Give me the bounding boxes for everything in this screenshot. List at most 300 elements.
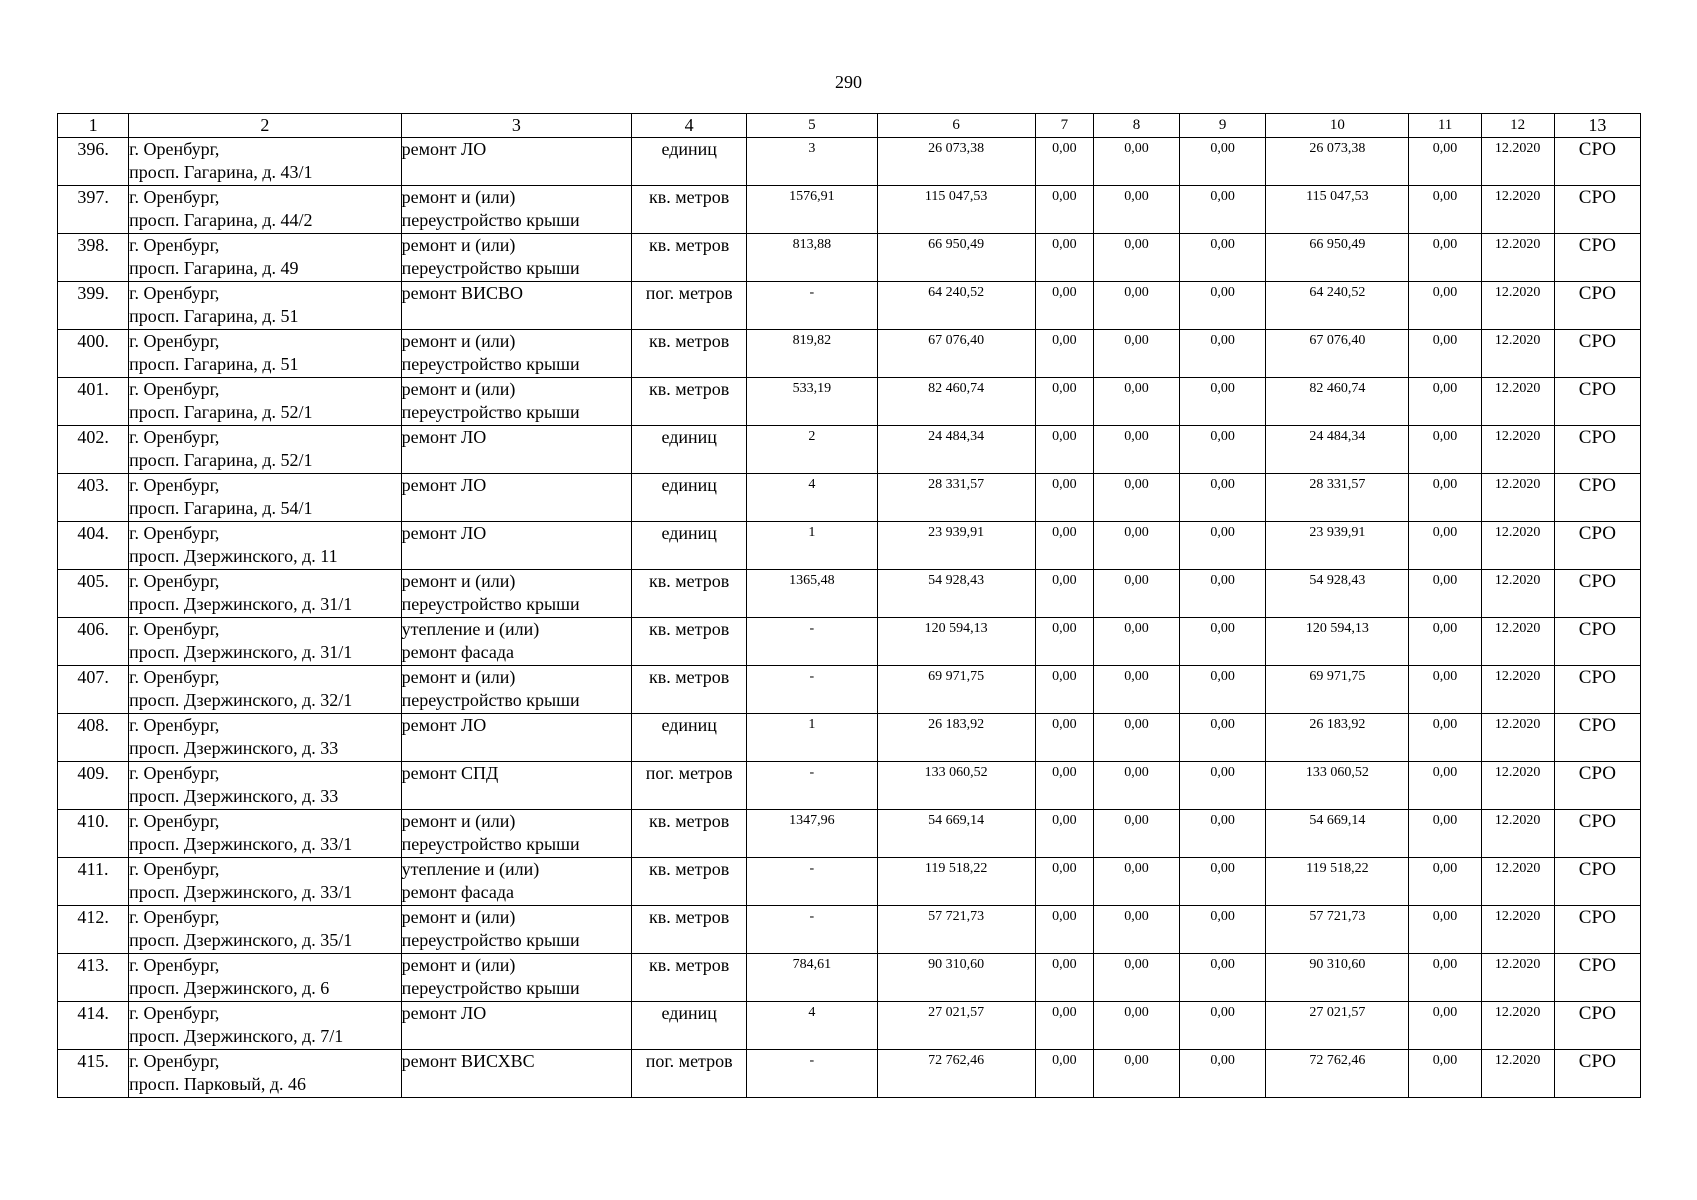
col10-cell: 54 928,43: [1266, 570, 1409, 618]
work-type-line: переустройство крыши: [401, 834, 580, 854]
work-type-line: ремонт ЛО: [401, 1003, 487, 1023]
row-number: 399.: [58, 282, 129, 330]
source-cell: СРО: [1554, 666, 1640, 714]
quantity-cell: 2: [747, 426, 877, 474]
cost-cell: 66 950,49: [877, 234, 1035, 282]
address-line: просп. Дзержинского, д. 31/1: [129, 594, 353, 614]
col8-cell: 0,00: [1093, 714, 1179, 762]
table-row: [58, 474, 1641, 522]
col10-cell: 82 460,74: [1266, 378, 1409, 426]
row-number: 406.: [58, 618, 129, 666]
col9-cell: 0,00: [1180, 186, 1266, 234]
col9-cell: 0,00: [1180, 522, 1266, 570]
address-cell: [129, 426, 402, 474]
cost-cell: 64 240,52: [877, 282, 1035, 330]
address-line: г. Оренбург,: [129, 667, 220, 687]
work-type-line: ремонт и (или): [401, 811, 516, 831]
column-header: 10: [1266, 114, 1409, 138]
quantity-cell: 813,88: [747, 234, 877, 282]
work-type-line: ремонт ЛО: [401, 427, 487, 447]
address-line: г. Оренбург,: [129, 1051, 220, 1071]
address-line: г. Оренбург,: [129, 859, 220, 879]
quantity-cell: -: [747, 906, 877, 954]
col7-cell: 0,00: [1035, 474, 1093, 522]
col8-cell: 0,00: [1093, 330, 1179, 378]
col9-cell: 0,00: [1180, 474, 1266, 522]
col11-cell: 0,00: [1409, 1050, 1481, 1098]
work-type-line: ремонт ЛО: [401, 139, 487, 159]
col8-cell: 0,00: [1093, 618, 1179, 666]
unit-cell: единиц: [632, 1002, 747, 1050]
cost-cell: 54 928,43: [877, 570, 1035, 618]
col9-cell: 0,00: [1180, 906, 1266, 954]
source-cell: СРО: [1554, 282, 1640, 330]
col11-cell: 0,00: [1409, 426, 1481, 474]
col7-cell: 0,00: [1035, 810, 1093, 858]
address-line: просп. Гагарина, д. 44/2: [129, 210, 313, 230]
cost-cell: 27 021,57: [877, 1002, 1035, 1050]
col7-cell: 0,00: [1035, 426, 1093, 474]
work-type-cell: [401, 234, 631, 282]
source-cell: СРО: [1554, 522, 1640, 570]
address-line: просп. Дзержинского, д. 31/1: [129, 642, 353, 662]
quantity-cell: 1576,91: [747, 186, 877, 234]
table-row: [58, 1002, 1641, 1050]
col8-cell: 0,00: [1093, 522, 1179, 570]
col11-cell: 0,00: [1409, 282, 1481, 330]
quantity-cell: -: [747, 618, 877, 666]
work-type-cell: [401, 1002, 631, 1050]
date-cell: 12.2020: [1481, 714, 1554, 762]
work-type-line: переустройство крыши: [401, 354, 580, 374]
table-row: [58, 330, 1641, 378]
address-line: просп. Гагарина, д. 52/1: [129, 402, 313, 422]
cost-cell: 69 971,75: [877, 666, 1035, 714]
work-type-cell: [401, 1050, 631, 1098]
work-type-cell: [401, 378, 631, 426]
work-type-cell: [401, 858, 631, 906]
address-line: просп. Гагарина, д. 49: [129, 258, 299, 278]
address-cell: [129, 666, 402, 714]
address-cell: [129, 330, 402, 378]
col7-cell: 0,00: [1035, 666, 1093, 714]
unit-cell: кв. метров: [632, 330, 747, 378]
address-line: просп. Парковый, д. 46: [129, 1074, 307, 1094]
table-row: [58, 1050, 1641, 1098]
source-cell: СРО: [1554, 330, 1640, 378]
work-type-line: ремонт ЛО: [401, 475, 487, 495]
row-number: 409.: [58, 762, 129, 810]
col11-cell: 0,00: [1409, 714, 1481, 762]
col9-cell: 0,00: [1180, 1050, 1266, 1098]
column-header: 3: [401, 114, 631, 138]
col7-cell: 0,00: [1035, 954, 1093, 1002]
row-number: 400.: [58, 330, 129, 378]
col10-cell: 66 950,49: [1266, 234, 1409, 282]
source-cell: СРО: [1554, 570, 1640, 618]
col7-cell: 0,00: [1035, 378, 1093, 426]
address-cell: [129, 282, 402, 330]
col11-cell: 0,00: [1409, 1002, 1481, 1050]
address-line: г. Оренбург,: [129, 475, 220, 495]
source-cell: СРО: [1554, 1050, 1640, 1098]
table-row: [58, 906, 1641, 954]
address-cell: [129, 138, 402, 186]
work-type-line: переустройство крыши: [401, 690, 580, 710]
quantity-cell: 533,19: [747, 378, 877, 426]
col10-cell: 28 331,57: [1266, 474, 1409, 522]
col10-cell: 119 518,22: [1266, 858, 1409, 906]
address-line: просп. Дзержинского, д. 7/1: [129, 1026, 344, 1046]
row-number: 397.: [58, 186, 129, 234]
unit-cell: кв. метров: [632, 570, 747, 618]
date-cell: 12.2020: [1481, 906, 1554, 954]
col7-cell: 0,00: [1035, 714, 1093, 762]
col8-cell: 0,00: [1093, 954, 1179, 1002]
date-cell: 12.2020: [1481, 1002, 1554, 1050]
cost-cell: 82 460,74: [877, 378, 1035, 426]
table-row: [58, 762, 1641, 810]
cost-cell: 72 762,46: [877, 1050, 1035, 1098]
col11-cell: 0,00: [1409, 618, 1481, 666]
unit-cell: кв. метров: [632, 378, 747, 426]
address-line: просп. Дзержинского, д. 33/1: [129, 834, 353, 854]
column-header: 4: [632, 114, 747, 138]
address-cell: [129, 378, 402, 426]
unit-cell: единиц: [632, 426, 747, 474]
col8-cell: 0,00: [1093, 810, 1179, 858]
address-cell: [129, 810, 402, 858]
work-type-cell: [401, 186, 631, 234]
work-type-cell: [401, 714, 631, 762]
column-header: 2: [129, 114, 402, 138]
address-line: г. Оренбург,: [129, 523, 220, 543]
unit-cell: кв. метров: [632, 954, 747, 1002]
unit-cell: пог. метров: [632, 282, 747, 330]
table-row: [58, 522, 1641, 570]
col8-cell: 0,00: [1093, 282, 1179, 330]
quantity-cell: 819,82: [747, 330, 877, 378]
address-line: г. Оренбург,: [129, 811, 220, 831]
date-cell: 12.2020: [1481, 138, 1554, 186]
work-type-cell: [401, 906, 631, 954]
work-type-line: ремонт и (или): [401, 235, 516, 255]
address-line: просп. Дзержинского, д. 6: [129, 978, 330, 998]
address-line: г. Оренбург,: [129, 955, 220, 975]
cost-cell: 119 518,22: [877, 858, 1035, 906]
quantity-cell: 4: [747, 1002, 877, 1050]
work-type-cell: [401, 522, 631, 570]
col8-cell: 0,00: [1093, 666, 1179, 714]
address-cell: [129, 570, 402, 618]
column-header: 7: [1035, 114, 1093, 138]
unit-cell: единиц: [632, 138, 747, 186]
work-type-line: ремонт и (или): [401, 667, 516, 687]
page-number: 290: [835, 72, 862, 92]
work-type-cell: [401, 426, 631, 474]
work-type-line: ремонт и (или): [401, 379, 516, 399]
col11-cell: 0,00: [1409, 570, 1481, 618]
col11-cell: 0,00: [1409, 522, 1481, 570]
column-header: 9: [1180, 114, 1266, 138]
date-cell: 12.2020: [1481, 762, 1554, 810]
col11-cell: 0,00: [1409, 186, 1481, 234]
address-line: г. Оренбург,: [129, 331, 220, 351]
col9-cell: 0,00: [1180, 378, 1266, 426]
date-cell: 12.2020: [1481, 522, 1554, 570]
col9-cell: 0,00: [1180, 762, 1266, 810]
quantity-cell: 1: [747, 522, 877, 570]
address-line: г. Оренбург,: [129, 1003, 220, 1023]
table-row: [58, 954, 1641, 1002]
address-line: просп. Дзержинского, д. 33/1: [129, 882, 353, 902]
unit-cell: кв. метров: [632, 234, 747, 282]
date-cell: 12.2020: [1481, 282, 1554, 330]
work-type-cell: [401, 666, 631, 714]
column-header: 1: [58, 114, 129, 138]
col8-cell: 0,00: [1093, 906, 1179, 954]
work-type-cell: [401, 330, 631, 378]
quantity-cell: 1365,48: [747, 570, 877, 618]
col7-cell: 0,00: [1035, 906, 1093, 954]
row-number: 402.: [58, 426, 129, 474]
repair-schedule-table: [57, 113, 1641, 1098]
source-cell: СРО: [1554, 618, 1640, 666]
date-cell: 12.2020: [1481, 570, 1554, 618]
quantity-cell: -: [747, 1050, 877, 1098]
col10-cell: 57 721,73: [1266, 906, 1409, 954]
cost-cell: 28 331,57: [877, 474, 1035, 522]
col10-cell: 67 076,40: [1266, 330, 1409, 378]
col8-cell: 0,00: [1093, 762, 1179, 810]
row-number: 404.: [58, 522, 129, 570]
date-cell: 12.2020: [1481, 474, 1554, 522]
column-header: 12: [1481, 114, 1554, 138]
col11-cell: 0,00: [1409, 906, 1481, 954]
address-line: г. Оренбург,: [129, 763, 220, 783]
cost-cell: 24 484,34: [877, 426, 1035, 474]
col8-cell: 0,00: [1093, 426, 1179, 474]
quantity-cell: -: [747, 282, 877, 330]
col7-cell: 0,00: [1035, 1002, 1093, 1050]
column-header: 13: [1554, 114, 1640, 138]
source-cell: СРО: [1554, 858, 1640, 906]
col11-cell: 0,00: [1409, 858, 1481, 906]
col8-cell: 0,00: [1093, 1050, 1179, 1098]
row-number: 398.: [58, 234, 129, 282]
address-cell: [129, 234, 402, 282]
work-type-line: переустройство крыши: [401, 258, 580, 278]
row-number: 405.: [58, 570, 129, 618]
row-number: 411.: [58, 858, 129, 906]
date-cell: 12.2020: [1481, 426, 1554, 474]
work-type-line: ремонт ЛО: [401, 715, 487, 735]
date-cell: 12.2020: [1481, 1050, 1554, 1098]
unit-cell: кв. метров: [632, 906, 747, 954]
address-line: г. Оренбург,: [129, 907, 220, 927]
quantity-cell: -: [747, 666, 877, 714]
unit-cell: пог. метров: [632, 1050, 747, 1098]
date-cell: 12.2020: [1481, 666, 1554, 714]
date-cell: 12.2020: [1481, 618, 1554, 666]
address-line: просп. Дзержинского, д. 32/1: [129, 690, 353, 710]
address-line: просп. Гагарина, д. 43/1: [129, 162, 313, 182]
col7-cell: 0,00: [1035, 858, 1093, 906]
address-cell: [129, 906, 402, 954]
cost-cell: 26 183,92: [877, 714, 1035, 762]
col10-cell: 133 060,52: [1266, 762, 1409, 810]
col9-cell: 0,00: [1180, 1002, 1266, 1050]
address-line: г. Оренбург,: [129, 571, 220, 591]
unit-cell: кв. метров: [632, 810, 747, 858]
col10-cell: 27 021,57: [1266, 1002, 1409, 1050]
work-type-line: ремонт фасада: [401, 642, 515, 662]
date-cell: 12.2020: [1481, 954, 1554, 1002]
source-cell: СРО: [1554, 378, 1640, 426]
work-type-line: ремонт и (или): [401, 907, 516, 927]
cost-cell: 115 047,53: [877, 186, 1035, 234]
col11-cell: 0,00: [1409, 954, 1481, 1002]
row-number: 407.: [58, 666, 129, 714]
col11-cell: 0,00: [1409, 762, 1481, 810]
col10-cell: 64 240,52: [1266, 282, 1409, 330]
address-cell: [129, 186, 402, 234]
col9-cell: 0,00: [1180, 618, 1266, 666]
col9-cell: 0,00: [1180, 714, 1266, 762]
col7-cell: 0,00: [1035, 1050, 1093, 1098]
col9-cell: 0,00: [1180, 858, 1266, 906]
address-cell: [129, 1002, 402, 1050]
cost-cell: 120 594,13: [877, 618, 1035, 666]
address-line: просп. Гагарина, д. 51: [129, 306, 299, 326]
date-cell: 12.2020: [1481, 186, 1554, 234]
work-type-cell: [401, 954, 631, 1002]
row-number: 414.: [58, 1002, 129, 1050]
address-line: просп. Гагарина, д. 52/1: [129, 450, 313, 470]
table-row: [58, 570, 1641, 618]
col9-cell: 0,00: [1180, 954, 1266, 1002]
work-type-cell: [401, 810, 631, 858]
row-number: 410.: [58, 810, 129, 858]
work-type-cell: [401, 762, 631, 810]
date-cell: 12.2020: [1481, 330, 1554, 378]
col8-cell: 0,00: [1093, 186, 1179, 234]
col8-cell: 0,00: [1093, 234, 1179, 282]
address-line: г. Оренбург,: [129, 427, 220, 447]
work-type-line: утепление и (или): [401, 859, 540, 879]
col7-cell: 0,00: [1035, 330, 1093, 378]
work-type-cell: [401, 282, 631, 330]
work-type-line: ремонт ЛО: [401, 523, 487, 543]
work-type-cell: [401, 618, 631, 666]
work-type-cell: [401, 570, 631, 618]
work-type-line: ремонт ВИСХВС: [401, 1051, 535, 1071]
address-line: просп. Гагарина, д. 54/1: [129, 498, 313, 518]
col9-cell: 0,00: [1180, 570, 1266, 618]
address-line: г. Оренбург,: [129, 235, 220, 255]
col9-cell: 0,00: [1180, 234, 1266, 282]
col7-cell: 0,00: [1035, 138, 1093, 186]
quantity-cell: 1347,96: [747, 810, 877, 858]
cost-cell: 90 310,60: [877, 954, 1035, 1002]
table-row: [58, 810, 1641, 858]
col11-cell: 0,00: [1409, 330, 1481, 378]
address-line: просп. Дзержинского, д. 35/1: [129, 930, 353, 950]
unit-cell: кв. метров: [632, 858, 747, 906]
address-line: просп. Гагарина, д. 51: [129, 354, 299, 374]
quantity-cell: -: [747, 858, 877, 906]
table-row: [58, 666, 1641, 714]
address-line: г. Оренбург,: [129, 139, 220, 159]
cost-cell: 23 939,91: [877, 522, 1035, 570]
work-type-cell: [401, 138, 631, 186]
table-header-row: [58, 114, 1641, 138]
work-type-line: ремонт и (или): [401, 187, 516, 207]
column-header: 6: [877, 114, 1035, 138]
source-cell: СРО: [1554, 426, 1640, 474]
date-cell: 12.2020: [1481, 378, 1554, 426]
work-type-line: переустройство крыши: [401, 930, 580, 950]
source-cell: СРО: [1554, 810, 1640, 858]
table-row: [58, 858, 1641, 906]
unit-cell: кв. метров: [632, 666, 747, 714]
col9-cell: 0,00: [1180, 426, 1266, 474]
source-cell: СРО: [1554, 762, 1640, 810]
col10-cell: 69 971,75: [1266, 666, 1409, 714]
address-line: г. Оренбург,: [129, 619, 220, 639]
quantity-cell: 784,61: [747, 954, 877, 1002]
address-line: г. Оренбург,: [129, 379, 220, 399]
unit-cell: кв. метров: [632, 618, 747, 666]
unit-cell: единиц: [632, 714, 747, 762]
col11-cell: 0,00: [1409, 666, 1481, 714]
col11-cell: 0,00: [1409, 234, 1481, 282]
col11-cell: 0,00: [1409, 474, 1481, 522]
work-type-line: переустройство крыши: [401, 594, 580, 614]
work-type-line: ремонт СПД: [401, 763, 499, 783]
work-type-line: ремонт и (или): [401, 955, 516, 975]
cost-cell: 54 669,14: [877, 810, 1035, 858]
unit-cell: единиц: [632, 474, 747, 522]
col8-cell: 0,00: [1093, 570, 1179, 618]
col9-cell: 0,00: [1180, 138, 1266, 186]
table-row: [58, 234, 1641, 282]
quantity-cell: 4: [747, 474, 877, 522]
address-cell: [129, 618, 402, 666]
cost-cell: 133 060,52: [877, 762, 1035, 810]
col7-cell: 0,00: [1035, 282, 1093, 330]
row-number: 408.: [58, 714, 129, 762]
col7-cell: 0,00: [1035, 186, 1093, 234]
cost-cell: 26 073,38: [877, 138, 1035, 186]
address-line: просп. Дзержинского, д. 33: [129, 738, 339, 758]
work-type-line: переустройство крыши: [401, 978, 580, 998]
work-type-line: ремонт и (или): [401, 331, 516, 351]
cost-cell: 57 721,73: [877, 906, 1035, 954]
col10-cell: 26 183,92: [1266, 714, 1409, 762]
work-type-line: ремонт ВИСВО: [401, 283, 524, 303]
date-cell: 12.2020: [1481, 234, 1554, 282]
col7-cell: 0,00: [1035, 618, 1093, 666]
source-cell: СРО: [1554, 234, 1640, 282]
table-row: [58, 186, 1641, 234]
col8-cell: 0,00: [1093, 378, 1179, 426]
address-cell: [129, 522, 402, 570]
address-cell: [129, 762, 402, 810]
quantity-cell: 3: [747, 138, 877, 186]
col8-cell: 0,00: [1093, 138, 1179, 186]
row-number: 415.: [58, 1050, 129, 1098]
